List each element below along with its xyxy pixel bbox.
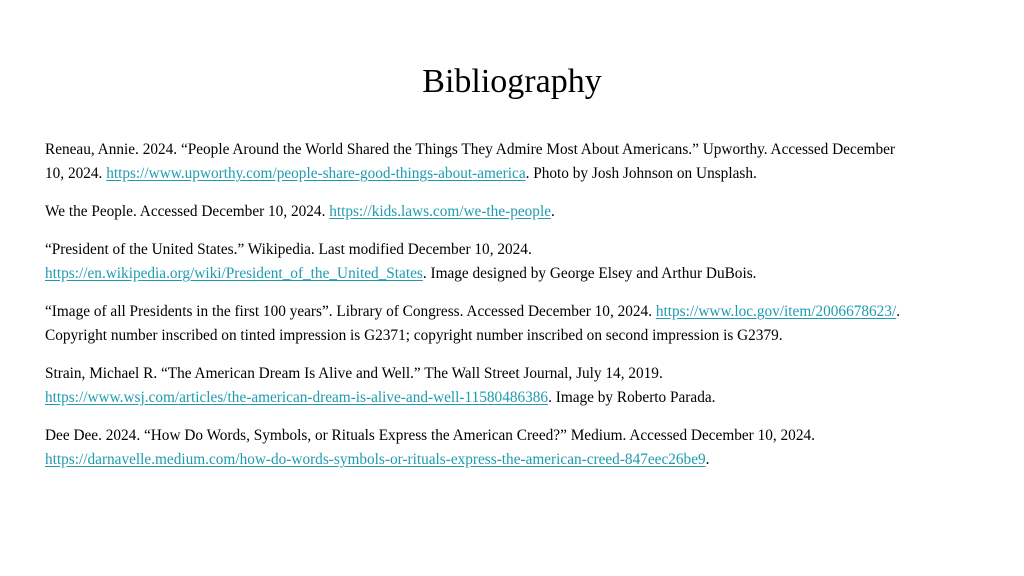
entry-text: . Image designed by George Elsey and Arthur DuBois. <box>422 265 757 282</box>
bibliography-entry-library-of-congress <box>45 300 1005 348</box>
entry-text: “Image of all Presidents in the first 100 years”. Library of Congress. Accessed December 10, 2024. <box>45 303 656 320</box>
entry-text: . <box>705 451 710 468</box>
entry-link[interactable]: https://www.upworthy.com/people-share-good-things-about-america <box>106 165 526 182</box>
entry-text-line <box>45 200 1005 224</box>
entry-text: Copyright number inscribed on tinted impression is G2371; copyright number inscribed on second impression is G2379. <box>45 327 783 344</box>
bibliography-entry-reneau <box>45 138 1005 186</box>
entry-text: . Photo by Josh Johnson on Unsplash. <box>525 165 757 182</box>
entry-link[interactable]: https://darnavelle.medium.com/how-do-words-symbols-or-rituals-express-the-american-creed-847eec26be9 <box>45 451 706 468</box>
bibliography-entry-we-the-people <box>45 200 1005 224</box>
page-title: Bibliography <box>422 63 602 100</box>
entry-text: We the People. Accessed December 10, 2024. <box>45 203 330 220</box>
bibliography-list <box>45 138 1005 486</box>
bibliography-entry-wsj <box>45 362 1005 410</box>
bibliography-entry-wikipedia <box>45 238 1005 286</box>
entry-text-line <box>45 300 1005 324</box>
entry-text-line <box>45 162 1005 186</box>
entry-text: “President of the United States.” Wikipedia. Last modified December 10, 2024. <box>45 241 532 258</box>
entry-text: . Image by Roberto Parada. <box>548 389 716 406</box>
entry-link[interactable]: https://kids.laws.com/we-the-people <box>329 203 551 220</box>
entry-link[interactable]: https://www.wsj.com/articles/the-american-dream-is-alive-and-well-11580486386 <box>45 389 549 406</box>
bibliography-entry-medium <box>45 424 1005 472</box>
entry-text: Dee Dee. 2024. “How Do Words, Symbols, or Rituals Express the American Creed?” Medium. Accessed December 10, 2024. <box>45 427 815 444</box>
entry-text: 10, 2024. <box>45 165 107 182</box>
entry-text: Reneau, Annie. 2024. “People Around the World Shared the Things They Admire Most About Americans.” Upworthy. Accessed December <box>45 141 895 158</box>
entry-text-line <box>45 448 1005 472</box>
entry-text: . <box>896 303 901 320</box>
entry-text-line <box>45 262 1005 286</box>
entry-text: . <box>550 203 555 220</box>
entry-link[interactable]: https://www.loc.gov/item/2006678623/ <box>655 303 897 320</box>
entry-link[interactable]: https://en.wikipedia.org/wiki/President_of_the_United_States <box>45 265 423 282</box>
entry-text-line <box>45 386 1005 410</box>
entry-text: Strain, Michael R. “The American Dream Is Alive and Well.” The Wall Street Journal, July 14, 2019. <box>45 365 663 382</box>
